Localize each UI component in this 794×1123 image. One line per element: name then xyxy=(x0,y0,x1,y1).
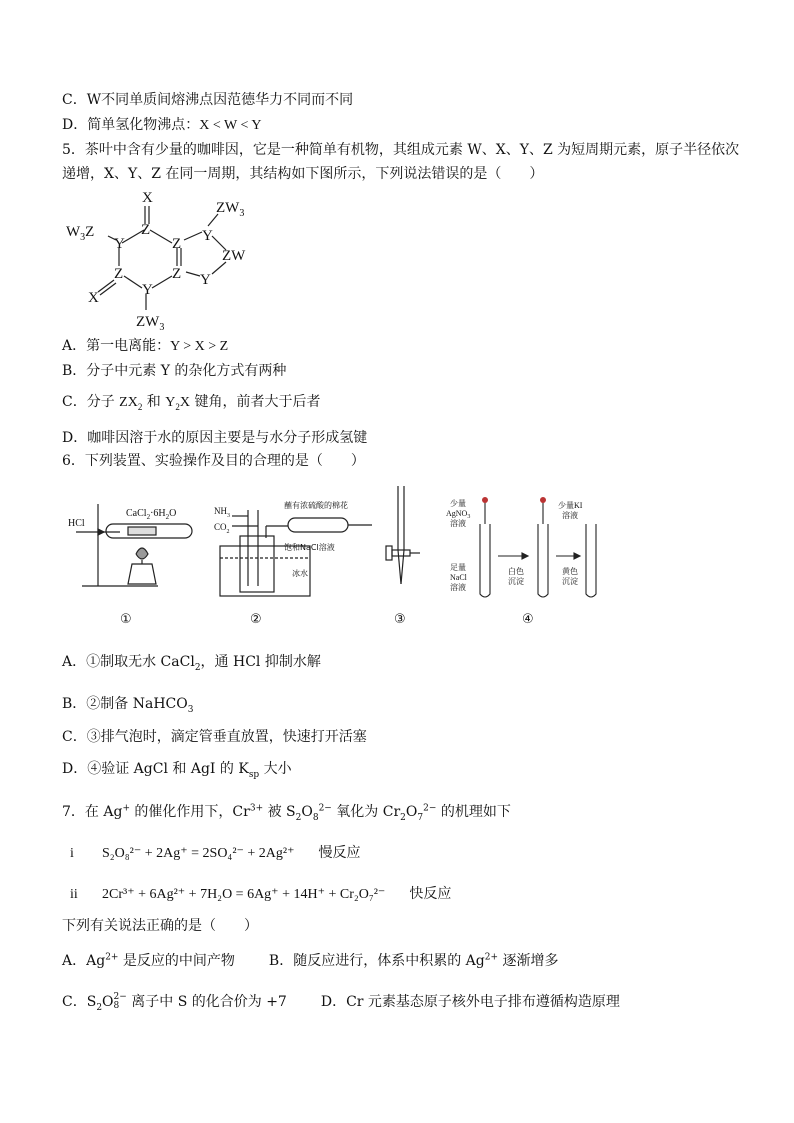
charge-sup: 2+ xyxy=(484,952,499,963)
q7-stem-part: 7．在 Ag xyxy=(62,804,123,820)
charge-sup: 2− xyxy=(318,803,332,814)
q6-option-c: C．③排气泡时，滴定管垂直放置，快速打开活塞 xyxy=(62,729,367,745)
q7-options-ab xyxy=(62,951,558,971)
figure-2-number: ② xyxy=(250,612,262,627)
q5-option-b: B．分子中元素 Y 的杂化方式有两种 xyxy=(62,363,287,379)
formula-sub: 2 xyxy=(175,401,180,412)
q7-options-cd xyxy=(62,992,620,1012)
formula-sub: 3 xyxy=(187,704,194,715)
charge-sup: 2+ xyxy=(105,952,119,963)
atom-y: Y xyxy=(200,272,211,288)
nacl4-label-1: 足量 xyxy=(450,563,466,572)
step-label: ii xyxy=(70,887,78,902)
q7-step-2 xyxy=(62,884,451,905)
group-zw3-top: $ZW_3$ xyxy=(216,200,245,219)
q7-stem-part: 的机理如下 xyxy=(436,804,511,820)
q4-option-d-label: D．简单氢化物沸点： xyxy=(62,117,200,133)
q6-option-b xyxy=(62,694,193,714)
nacl4-label-3: 溶液 xyxy=(450,583,466,592)
nacl4-label-2: NaCl xyxy=(450,573,467,582)
q6-option-a-text: ，通 HCl 抑制水解 xyxy=(200,654,321,670)
q7-option-c-label: C．S xyxy=(62,994,97,1010)
q5-stem-line1: 5．茶叶中含有少量的咖啡因，它是一种简单有机物，其组成元素 W、X、Y、Z 为短周期元素，原子半径依次 xyxy=(62,142,740,158)
step-1-rate: 慢反应 xyxy=(318,845,361,861)
conjunction: 和 xyxy=(142,394,166,410)
step-2-rate: 快反应 xyxy=(409,886,452,902)
step-2-equation: 2Cr³⁺ + 6Ag²⁺ + 7H₂O = 6Ag⁺ + 14H⁺ + Cr₂O₇²⁻ xyxy=(102,887,386,902)
atom-z: Z xyxy=(172,266,182,282)
atom-y: Y xyxy=(142,282,153,298)
cacl2-label: $CaCl_2\cdot 6H_2O$ xyxy=(126,508,177,521)
apparatus-2 xyxy=(212,490,382,600)
apparatus-3-burette xyxy=(378,484,428,594)
q7-option-b-label: B．随反应进行，体系中积累的 Ag xyxy=(268,953,485,969)
formula-sub: 8 xyxy=(312,812,319,823)
q6-stem: 6．下列装置、实验操作及目的合理的是（ ） xyxy=(62,453,365,469)
formula-y2x: Y xyxy=(165,395,176,410)
yellow-ppt-label-1: 黄色 xyxy=(562,567,578,576)
atom-z: Z xyxy=(114,266,124,282)
figure-3-number: ③ xyxy=(394,612,406,627)
q5-option-a xyxy=(62,336,228,357)
q5-option-c xyxy=(62,392,320,413)
group-w3z: $W_3Z$ xyxy=(66,224,95,243)
q7-question: 下列有关说法正确的是（ ） xyxy=(62,918,258,934)
atom-z: Z xyxy=(141,222,151,238)
q6-option-d-label: D．④验证 AgCl 和 AgI 的 K xyxy=(62,761,249,777)
cotton-label: 蘸有浓硫酸的棉花 xyxy=(284,501,348,510)
formula-sub: 8 xyxy=(113,1001,120,1011)
atom-y: Y xyxy=(114,236,125,252)
q7-option-b-text: 逐渐增多 xyxy=(498,953,559,969)
nacl-label: 饱和NaCl溶液 xyxy=(284,543,335,552)
atom-y: Y xyxy=(202,228,213,244)
agno3-label-3: 溶液 xyxy=(450,519,466,528)
formula-sub: 2 xyxy=(194,662,201,673)
formula-sub: 2 xyxy=(137,401,143,412)
q7-stem xyxy=(62,802,511,822)
q7-option-a-text: 是反应的中间产物 xyxy=(118,953,235,969)
ki-label-2: 溶液 xyxy=(562,511,578,520)
caffeine-structure-diagram xyxy=(62,186,282,336)
apparatus-1 xyxy=(68,484,198,594)
q5-option-c-text: 键角，前者大于后者 xyxy=(190,394,321,410)
yellow-ppt-label-2: 沉淀 xyxy=(562,577,578,586)
ki-label-1: 少量KI xyxy=(558,501,583,510)
nh3-label: $NH_3$ xyxy=(214,506,230,519)
q6-option-d xyxy=(62,759,292,779)
white-ppt-label-1: 白色 xyxy=(508,567,524,576)
co2-label: $CO_2$ xyxy=(214,522,230,535)
q7-stem-part: 的催化作用下，Cr xyxy=(129,804,250,820)
hcl-label: HCl xyxy=(68,518,85,529)
q5-option-a-expr: Y > X > Z xyxy=(170,339,229,354)
q4-option-d xyxy=(62,115,261,136)
q7-stem-part: O xyxy=(405,804,418,820)
charge-sup: 2− xyxy=(423,803,437,814)
formula-sub: sp xyxy=(248,769,260,780)
formula-zx2: ZX xyxy=(119,395,138,410)
q7-stem-part: O xyxy=(301,804,313,820)
formula-sub: 2 xyxy=(400,812,406,823)
charge-sup: 3+ xyxy=(249,803,264,814)
charge-sup: 2− xyxy=(113,992,127,1002)
q7-stem-part: 氧化为 Cr xyxy=(331,804,401,820)
charge-sup: + xyxy=(122,803,130,814)
agno3-label-2: AgNO$_3$ xyxy=(446,509,471,520)
formula-sub: 7 xyxy=(417,812,424,823)
apparatus-4 xyxy=(444,494,614,604)
formula-sub: 2 xyxy=(295,812,302,823)
q7-option-c-part: O xyxy=(102,994,114,1010)
q6-option-a-label: A．①制取无水 CaCl xyxy=(62,654,195,670)
q5-option-a-label: A．第一电离能： xyxy=(62,338,171,354)
group-zw3-bottom: $ZW_3$ xyxy=(136,314,165,333)
q6-option-b-label: B．②制备 NaHCO xyxy=(62,696,188,712)
ice-water-label: 冰水 xyxy=(292,569,308,578)
q5-stem-line2: 递增，X、Y、Z 在同一周期，其结构如下图所示，下列说法错误的是（ ） xyxy=(62,166,544,182)
formula-tail: X xyxy=(179,395,190,410)
q4-option-d-expr: X < W < Y xyxy=(199,118,262,133)
q5-option-c-label: C．分子 xyxy=(62,394,120,410)
white-ppt-label-2: 沉淀 xyxy=(508,577,524,586)
atom-x-left: X xyxy=(88,290,99,306)
q6-option-d-text: 大小 xyxy=(259,761,292,777)
formula-sub: 2 xyxy=(96,1002,103,1013)
q7-option-c-text: 离子中 S 的化合价为 +7 xyxy=(126,994,287,1010)
q7-option-a-label: A．Ag xyxy=(62,953,106,969)
q7-stem-part: 被 S xyxy=(263,804,296,820)
step-1-equation: S₂O₈²⁻ + 2Ag⁺ = 2SO₄²⁻ + 2Ag²⁺ xyxy=(102,846,295,861)
atom-x-top: X xyxy=(142,190,153,206)
q7-option-d: D．Cr 元素基态原子核外电子排布遵循构造原理 xyxy=(320,994,620,1010)
q5-option-d: D．咖啡因溶于水的原因主要是与水分子形成氢键 xyxy=(62,430,368,446)
q7-step-1 xyxy=(62,843,361,864)
agno3-label-1: 少量 xyxy=(450,499,466,508)
step-label: i xyxy=(70,846,74,861)
atom-z: Z xyxy=(172,236,182,252)
figure-1-number: ① xyxy=(120,612,132,627)
figure-4-number: ④ xyxy=(522,612,534,627)
q6-option-a xyxy=(62,652,321,672)
group-zw: ZW xyxy=(222,248,246,264)
q4-option-c: C．W不同单质间熔沸点因范德华力不同而不同 xyxy=(62,92,354,108)
